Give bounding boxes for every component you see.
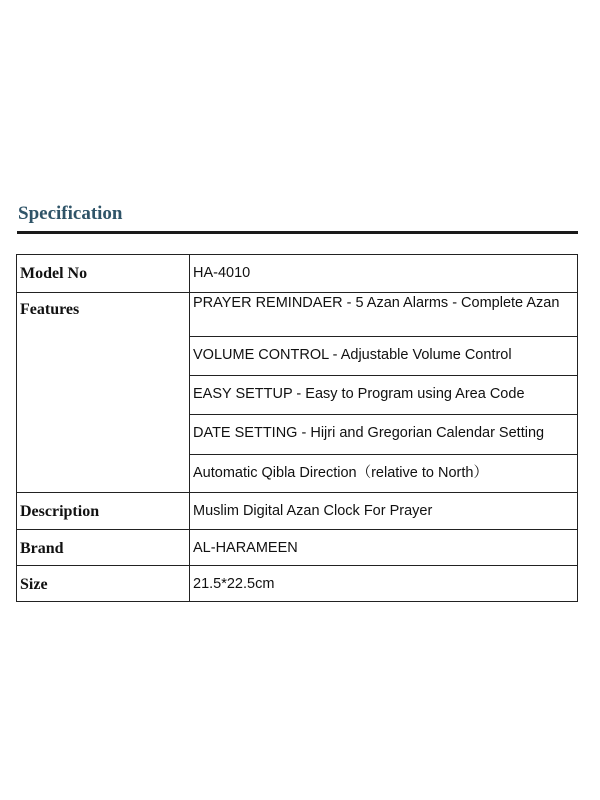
feature-item: PRAYER REMINDAER - 5 Azan Alarms - Complete Azan [190,293,578,337]
feature-item: VOLUME CONTROL - Adjustable Volume Control [190,337,578,376]
heading-rule [17,231,578,234]
feature-item: EASY SETTUP - Easy to Program using Area Code [190,376,578,415]
size-value: 21.5*22.5cm [190,566,578,602]
table-row-feature-1 [17,293,578,337]
table-row-description [17,493,578,530]
brand-value: AL-HARAMEEN [190,530,578,566]
table-row-size [17,566,578,602]
brand-label: Brand [17,530,190,566]
section-heading: Specification [18,203,123,224]
model-label: Model No [17,255,190,293]
table-row-model [17,255,578,293]
spec-table [16,254,578,602]
features-label: Features [17,293,190,493]
feature-item: DATE SETTING - Hijri and Gregorian Calendar Setting [190,415,578,455]
model-value: HA-4010 [190,255,578,293]
table-row-brand [17,530,578,566]
description-label: Description [17,493,190,530]
description-value: Muslim Digital Azan Clock For Prayer [190,493,578,530]
size-label: Size [17,566,190,602]
feature-item: Automatic Qibla Direction（relative to North） [190,455,578,493]
